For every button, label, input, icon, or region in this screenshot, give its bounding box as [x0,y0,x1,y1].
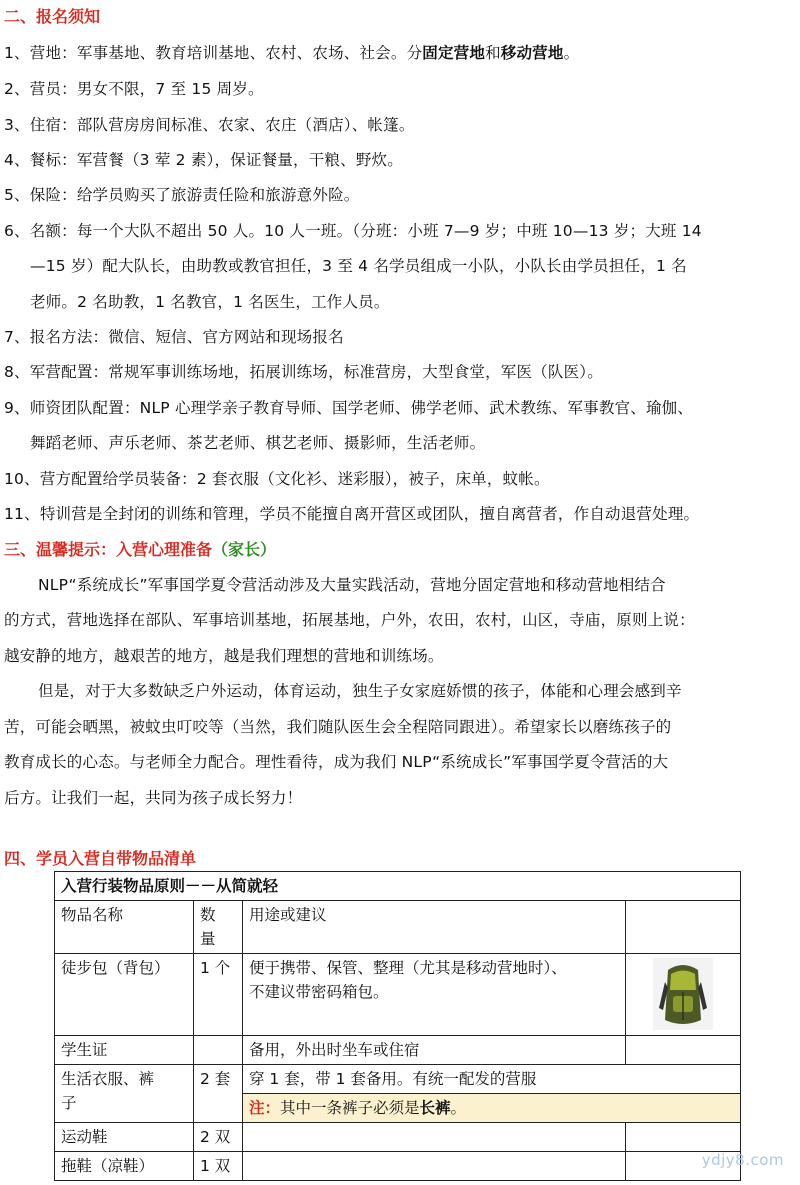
item-name: 运动鞋 [55,1123,194,1152]
tip-paragraph-1-line2: 的方式，营地选择在部队、军事培训基地，拓展基地，户外，农田，农村，山区，寺庙，原则上说： [4,611,695,629]
item-name: 徒步包（背包） [55,954,194,1036]
notice-item-5: 5、保险：给学员购买了旅游责任险和旅游意外险。 [4,186,360,204]
header-image-col [626,901,741,954]
principle-cell: 入营行装物品原则－－从简就轻 [55,872,741,901]
section-2-heading: 二、报名须知 [4,7,101,26]
item-quantity: 1 双 [194,1152,243,1181]
notice-item-4: 4、餐标：军营餐（3 荤 2 素），保证餐量，干粮、野炊。 [4,151,403,169]
section-4-heading: 四、学员入营自带物品清单 [4,849,197,868]
notice-item-2: 2、营员：男女不限，7 至 15 周岁。 [4,80,264,98]
tip-paragraph-2-line4: 后方。让我们一起，共同为孩子成长努力！ [4,789,303,807]
tip-paragraph-2-line1: 但是，对于大多数缺乏户外运动，体育运动，独生子女家庭娇惯的孩子，体能和心理会感到辛 [38,682,682,700]
notice-item-10: 10、营方配置给学员装备：2 套衣服（文化衫、迷彩服），被子，床单，蚊帐。 [4,470,550,488]
backpack-image-cell [626,954,741,1036]
header-item-name: 物品名称 [55,901,194,954]
item-use [243,1123,626,1152]
section-3-heading: 三、温馨提示：入营心理准备（家长） [4,540,277,559]
header-quantity: 数 量 [194,901,243,954]
item-name: 拖鞋（凉鞋） [55,1152,194,1181]
table-row [55,1065,741,1094]
table-row [55,1152,741,1181]
notice-item-7: 7、报名方法：微信、短信、官方网站和现场报名 [4,328,344,346]
item-use: 备用，外出时坐车或住宿 [243,1036,626,1065]
item-use: 便于携带、保管、整理（尤其是移动营地时）、 不建议带密码箱包。 [243,954,626,1036]
table-header-row [55,901,741,954]
tip-paragraph-1-line3: 越安静的地方，越艰苦的地方，越是我们理想的营地和训练场。 [4,647,444,665]
items-table [54,871,741,1181]
item-use [243,1152,626,1181]
notice-item-6-line1: 6、名额：每一个大队不超出 50 人。10 人一班。（分班：小班 7—9 岁；中班 10—13 岁；大班 14 [4,222,702,240]
notice-item-9-line2: 舞蹈老师、声乐老师、茶艺老师、棋艺老师、摄影师，生活老师。 [30,434,486,452]
item-use: 穿 1 套，带 1 套备用。有统一配发的营服 [243,1065,741,1094]
notice-item-11: 11、特训营是全封闭的训练和管理，学员不能擅自离开营区或团队，擅自离营者，作自动退营处理。 [4,505,700,523]
item-quantity: 2 双 [194,1123,243,1152]
tip-paragraph-2-line3: 教育成长的心态。与老师全力配合。理性看待，成为我们 NLP“系统成长”军事国学夏令营活的大 [4,753,669,771]
item-quantity [194,1036,243,1065]
watermark: ydjy8.com [701,1151,784,1169]
table-row [55,954,741,1036]
tip-paragraph-1-line1: NLP“系统成长”军事国学夏令营活动涉及大量实践活动，营地分固定营地和移动营地相结合 [38,576,666,594]
table-row [55,1036,741,1065]
notice-item-1: 1、营地：军事基地、教育培训基地、农村、农场、社会。分固定营地和移动营地。 [4,44,580,62]
item-name: 生活衣服、裤 子 [55,1065,194,1123]
notice-item-3: 3、住宿：部队营房房间标准、农家、农庄（酒店）、帐篷。 [4,116,415,134]
header-use: 用途或建议 [243,901,626,954]
item-note: 注：其中一条裤子必须是长裤。 [243,1094,741,1123]
notice-item-8: 8、军营配置：常规军事训练场地，拓展训练场，标准营房，大型食堂，军医（队医）。 [4,363,603,381]
item-quantity: 1 个 [194,954,243,1036]
empty-cell [626,1036,741,1065]
item-quantity: 2 套 [194,1065,243,1123]
notice-item-9-line1: 9、师资团队配置：NLP 心理学亲子教育导师、国学老师、佛学老师、武术教练、军事教官、瑜伽、 [4,399,694,417]
tip-paragraph-2-line2: 苦，可能会晒黑，被蚊虫叮咬等（当然，我们随队医生会全程陪同跟进）。希望家长以磨练孩子的 [4,718,672,736]
empty-cell [626,1123,741,1152]
notice-item-6-line3: 老师。2 名助教，1 名教官，1 名医生，工作人员。 [30,293,390,311]
backpack-image [653,958,713,1030]
item-name: 学生证 [55,1036,194,1065]
table-row [55,1123,741,1152]
table-row [55,872,741,901]
notice-item-6-line2: —15 岁）配大队长，由助教或教官担任，3 至 4 名学员组成一小队，小队长由学员担任，1 名 [30,257,687,275]
